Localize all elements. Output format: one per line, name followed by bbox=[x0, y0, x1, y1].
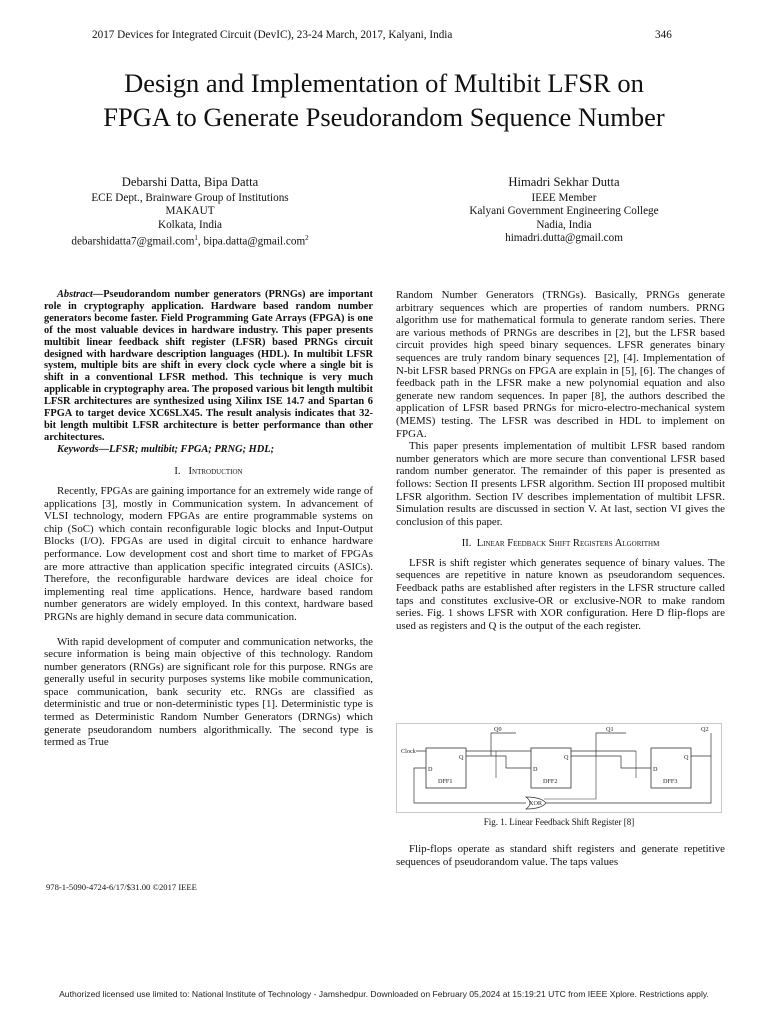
author-university-1: MAKAUT bbox=[165, 205, 215, 218]
conference-header: 2017 Devices for Integrated Circuit (DevIC), 23-24 March, 2017, Kalyani, India bbox=[92, 29, 453, 41]
dff3-q-label: Q bbox=[684, 754, 689, 761]
author-names-1: Debarshi Datta, Bipa Datta bbox=[121, 175, 259, 189]
dff2-q-label: Q bbox=[564, 754, 569, 761]
keywords: Keywords—LFSR; multibit; FPGA; PRNG; HDL; bbox=[57, 443, 275, 455]
isbn-footer: 978-1-5090-4724-6/17/$31.00 ©2017 IEEE bbox=[46, 882, 197, 892]
clock-label: Clock bbox=[401, 748, 416, 755]
q0-label: Q0 bbox=[494, 726, 502, 733]
paper-title bbox=[20, 66, 748, 134]
abstract bbox=[44, 289, 373, 444]
right-column bbox=[396, 289, 725, 632]
page-number: 346 bbox=[655, 29, 672, 41]
figure-caption: Fig. 1. Linear Feedback Shift Register [8] bbox=[483, 817, 635, 827]
author-block-2 bbox=[414, 176, 714, 246]
license-footer: Authorized licensed use limited to: National Institute of Technology - Jamshedpur. Downloaded on February 05,2024 at 15:19:21 UTC from IEEE Xplore. Restrictions apply. bbox=[59, 989, 709, 999]
section-heading-2 bbox=[396, 538, 725, 551]
left-column bbox=[44, 289, 373, 749]
author-email-sup-a: 1 bbox=[194, 234, 198, 243]
author-affiliation-2: IEEE Member bbox=[531, 191, 597, 204]
author-email-b: , bipa.datta@gmail.com bbox=[197, 236, 306, 249]
author-name-2: Himadri Sekhar Dutta bbox=[508, 175, 620, 189]
q2-label: Q2 bbox=[701, 726, 709, 733]
section-heading-1 bbox=[44, 466, 373, 479]
author-affiliation-1: ECE Dept., Brainware Group of Institutions bbox=[91, 191, 289, 204]
after-figure-text bbox=[396, 843, 725, 868]
author-location-2: Nadia, India bbox=[536, 218, 592, 231]
section-title-1: Introduction bbox=[188, 466, 243, 478]
author-block-1 bbox=[40, 176, 340, 250]
lfsr-diagram bbox=[396, 723, 722, 813]
title-line-2: FPGA to Generate Pseudorandom Sequence Number bbox=[103, 102, 665, 132]
xor-label: XOR bbox=[529, 800, 543, 807]
after-figure-paragraph: Flip-flops operate as standard shift registers and generate repetitive sequences of pseudorandom value. The taps values bbox=[396, 843, 725, 868]
dff1-label: DFF1 bbox=[438, 778, 453, 785]
title-line-1: Design and Implementation of Multibit LFSR on bbox=[124, 68, 644, 98]
dff3-label: DFF3 bbox=[663, 778, 678, 785]
author-location-1: Kolkata, India bbox=[158, 218, 222, 231]
author-college-2: Kalyani Government Engineering College bbox=[469, 205, 659, 218]
section-number-1: I. bbox=[174, 466, 181, 478]
q1-label: Q1 bbox=[606, 726, 614, 733]
dff1-d-label: D bbox=[428, 766, 433, 773]
author-email-sup-b: 2 bbox=[305, 234, 309, 243]
intro-paragraph-1: Recently, FPGAs are gaining importance for an extremely wide range of applications [3], mostly in Communication system. In advancement of VLSI technology, modern FPGAs are entire programmable systems on chip (SoC) which contain reconfigurable logic blocks and Input-Output Blocks (I/O). FPGAs are used in digital circuit to enhance hardware performance. Low development cost and short time to market of FPGAs are more attractive than application specific integrated circuits (ASICs). Therefore, the reconfigurable hardware devices are ideal choice for implementing real time applications. Hence, hardware based random number generators are widely employed. In this context, hardware based PRGNs are highly demand in secure data communication. bbox=[44, 484, 373, 623]
intro-paragraph-2: With rapid development of computer and communication networks, the secure information is being main objective of this technology. Random number generators (RNGs) are significant role for this purpose. RNGs are generally useful in security purposes systems like mobile communication, space communication, bank security etc. RNGs are classified as deterministic and true or non-deterministic types [1]. Deterministic type is termed as Deterministic Random Number Generators (DRNGs) which generate pseudorandom numbers algorithmically. The second type is termed as True bbox=[44, 635, 373, 749]
intro-paragraph-4: This paper presents implementation of multibit LFSR based random number generators which are more secure than conventional LFSR based random number generator. The remainder of this paper is presented as follows: Section II presents LFSR algorithm. Section III proposed multibit LFSR algorithm. Section IV describes implementation of multibit LFSR. Simulation results are discussed in section V. At last, section VI gives the conclusion of this paper. bbox=[396, 440, 725, 528]
dff1-q-label: Q bbox=[459, 754, 464, 761]
intro-paragraph-3: Random Number Generators (TRNGs). Basically, PRNGs generate arbitrary sequences which are properties of random numbers. PRNG algorithm use for mathematical formula to generate random series. There are various methods of PRNGs are describes in [2], but the LFSR based circuit provides high speed binary sequences. LFSR generates binary sequences are truly random binary sequences [2], [4]. Implementation of N-bit LFSR based PRNGs on FPGA are explain in [5], [6]. The changes of feedback path in the LFSR make a new polynomial equation and also generate new random sequences. In paper [8], the authors described the application of LFSR based PRNGs for micro-electro-mechanical system (MEMS) testing. The LFSR was described in HDL to implement on FPGA. bbox=[396, 289, 725, 440]
section-number-2: II. bbox=[461, 538, 472, 550]
dff2-label: DFF2 bbox=[543, 778, 558, 785]
abstract-label: Abstract bbox=[57, 289, 93, 300]
author-email-2: himadri.dutta@gmail.com bbox=[505, 232, 623, 245]
lfsr-paragraph: LFSR is shift register which generates sequence of binary values. The sequences are repetitive in nature known as pseudorandom sequences. Feedback paths are established after registers in the LFSR structure called taps and constitutes exclusive-OR or exclusive-NOR to make random series. Fig. 1 shows LFSR with XOR configuration. Here D flip-flops are used as registers and Q is the output of the each register. bbox=[396, 556, 725, 632]
abstract-dash: — bbox=[92, 289, 104, 300]
section-title-2: Linear Feedback Shift Registers Algorithm bbox=[476, 538, 660, 550]
dff2-d-label: D bbox=[533, 766, 538, 773]
dff3-d-label: D bbox=[653, 766, 658, 773]
author-emails-1 bbox=[40, 232, 340, 249]
author-email-a: debarshidatta7@gmail.com bbox=[71, 236, 195, 249]
abstract-text: Pseudorandom number generators (PRNGs) are important role in cryptography application. Hardware based random number generators become faster. Field Programming Gate Arrays (FPGA) is one of the most valuable devices in hardware industry. This paper presents multibit linear feedback shift register (LFSR) based PRNGs circuit designed with hardware description languages (HDL). In multibit LFSR system, multiple bits are shift in every clock cycle where a single bit is shift in a conventional LFSR method. This technique is very much applicable in cryptography area. The proposed various bit length multibit LFSR architectures are synthesized using Xilinx ISE 14.7 and Spartan 6 FPGA to target device XC6SLX45. The result analysis indicates that 32-bit length multibit LFSR architecture is better performance than other architectures. bbox=[44, 289, 373, 443]
